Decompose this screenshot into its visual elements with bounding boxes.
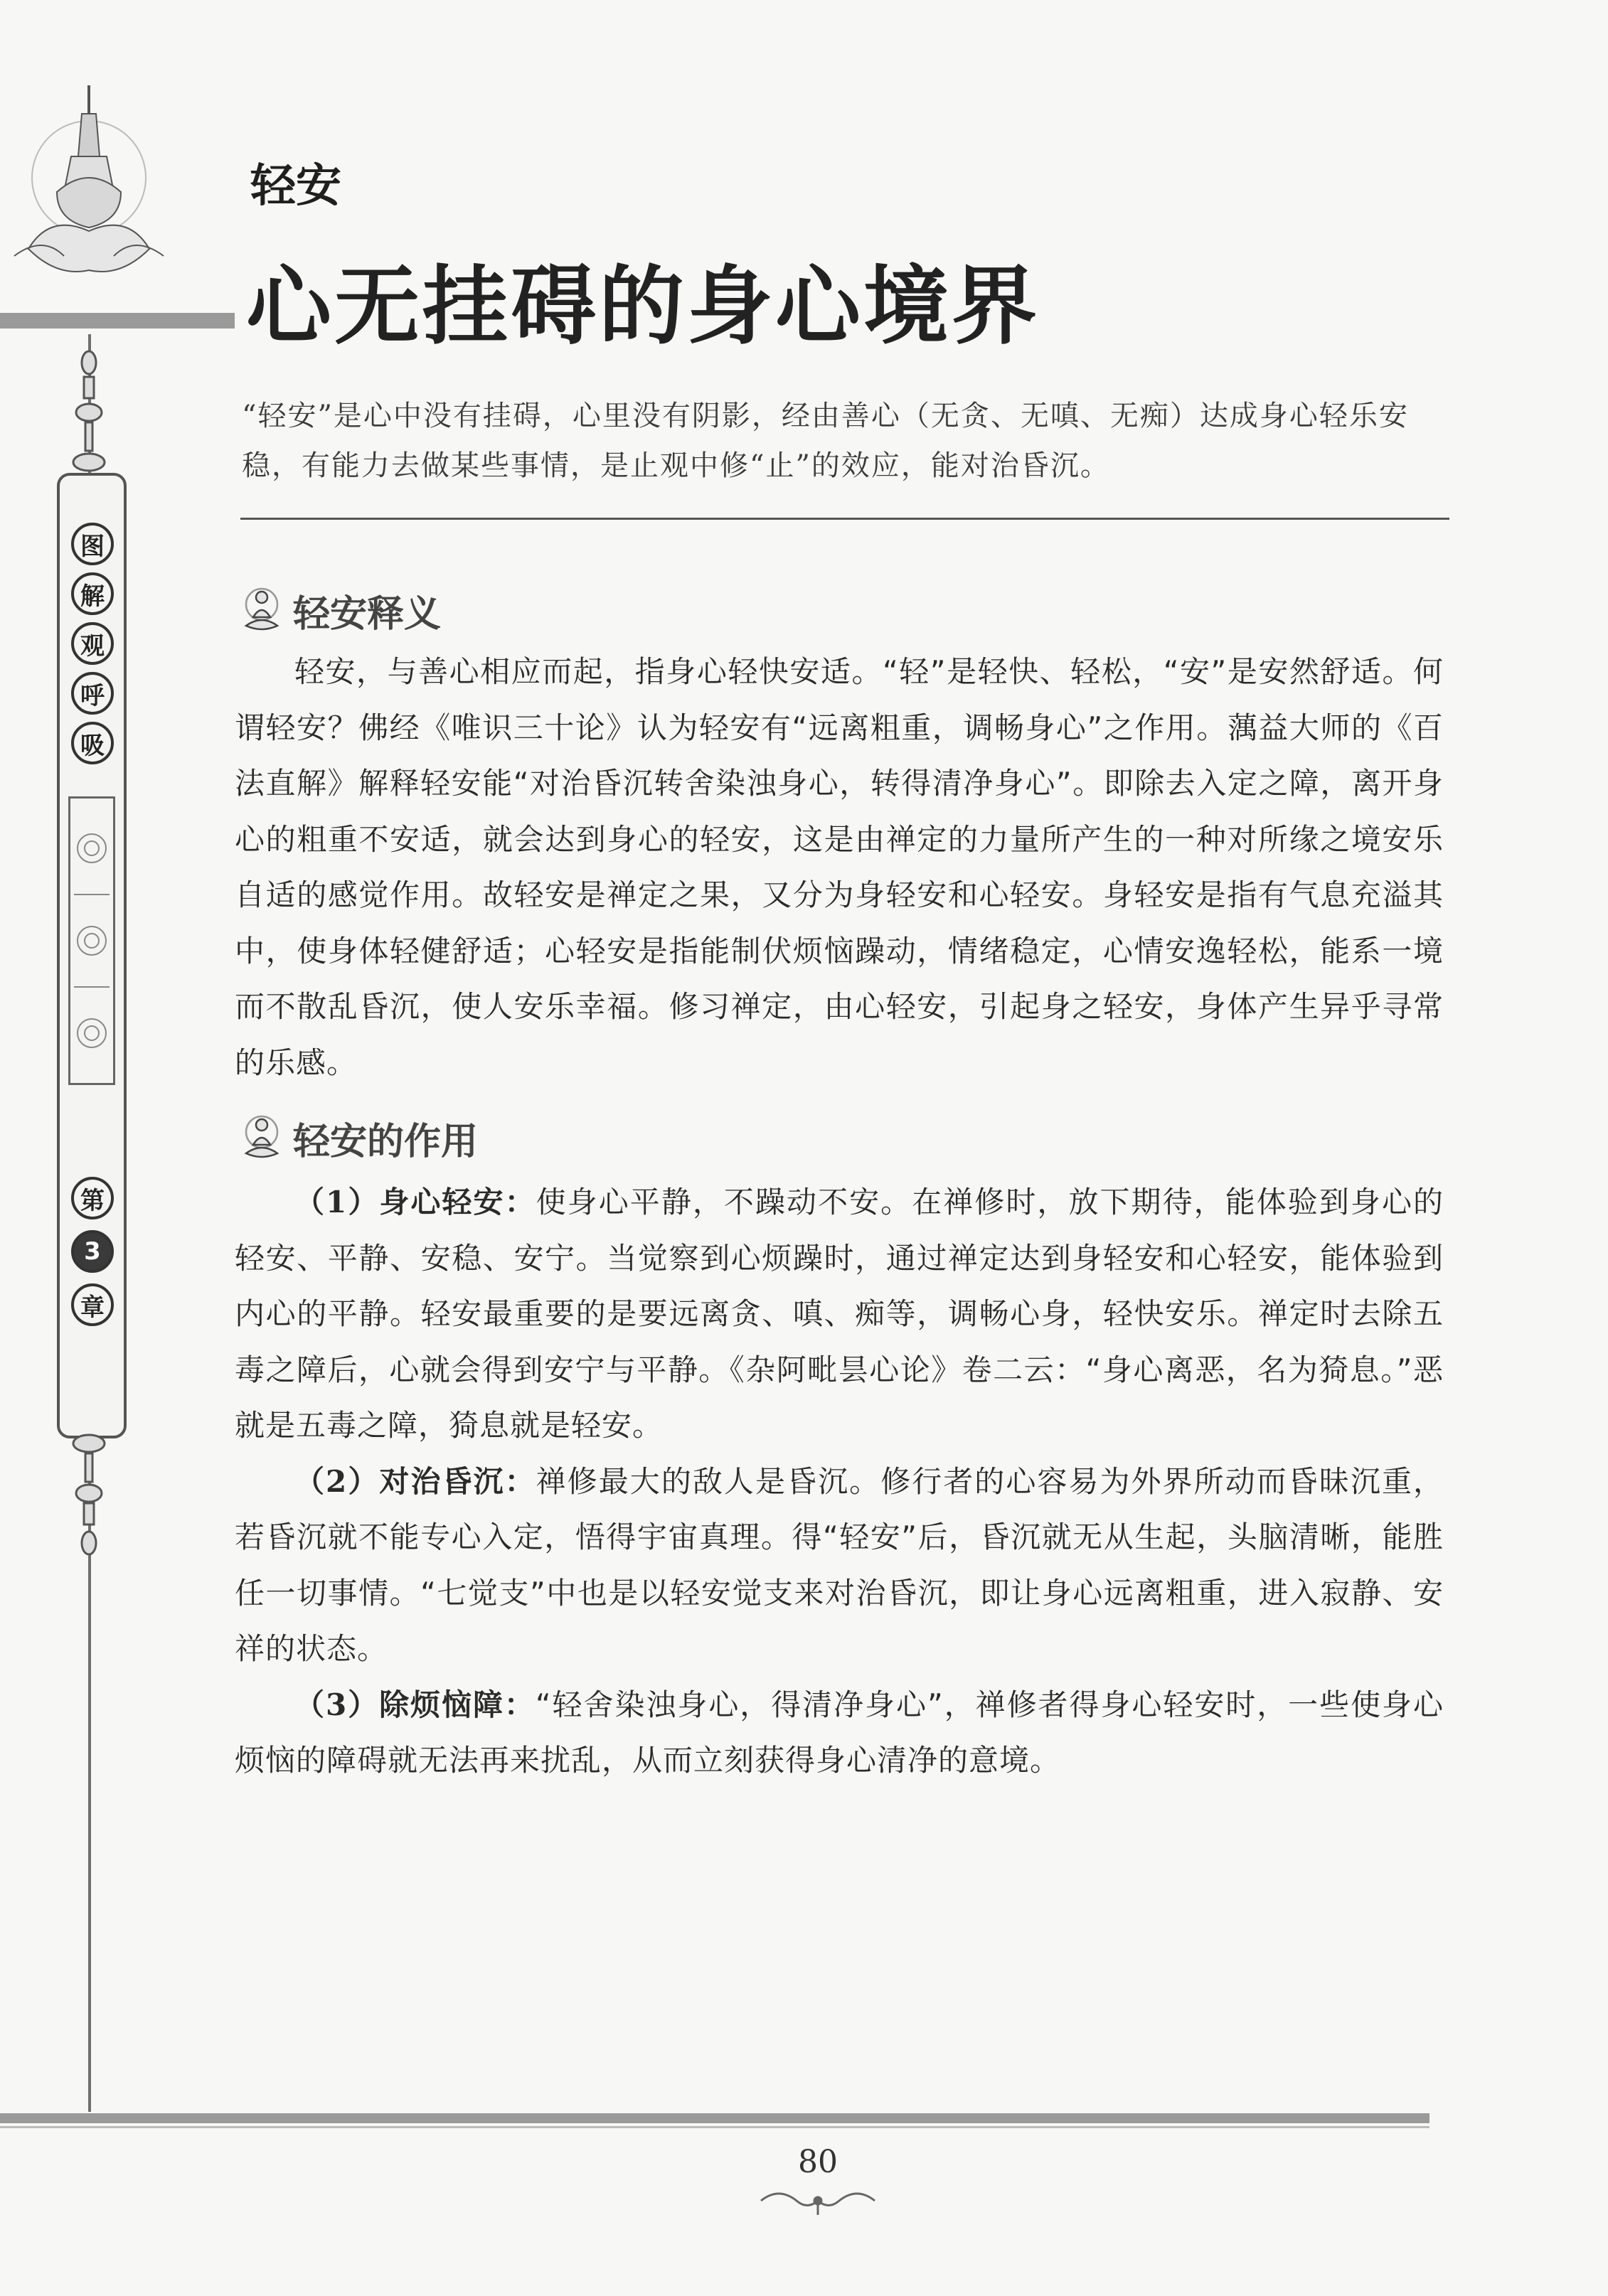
tab-char-5: 吸 <box>71 722 114 764</box>
meditating-buddha-icon <box>240 583 283 637</box>
scroll-top-ornament <box>71 348 107 476</box>
bottom-rule-thin <box>0 2126 1429 2128</box>
intro-text: “轻安”是心中没有挂碍，心里没有阴影，经由善心（无贪、无嗔、无痴）达成身心轻乐安稳，有能力去做某些事情，是止观中修“止”的效应，能对治昏沉。 <box>242 400 1409 482</box>
item-lead: （1）身心轻安： <box>294 1185 536 1219</box>
item-lead: （3）除烦恼障： <box>294 1687 536 1722</box>
scroll-pattern-panel <box>68 796 115 1085</box>
section-heading-definition <box>240 582 441 639</box>
section-heading-effects <box>240 1109 478 1166</box>
list-item <box>235 1175 1444 1454</box>
page-number-ornament <box>747 2183 889 2218</box>
intro-divider <box>240 518 1449 520</box>
section-title: 轻安释义 <box>293 592 442 636</box>
chapter-label-first: 第 <box>71 1177 114 1219</box>
list-item <box>235 1677 1444 1789</box>
paragraph: 轻安，与善心相应而起，指身心轻快安适。“轻”是轻快、轻松，“安”是安然舒适。何谓轻安？佛经《唯识三十论》认为轻安有“远离粗重，调畅身心”之作用。蕅益大师的《百法直解》解释轻安能“对治昏沉转舍染浊身心，转得清净身心”。即除去入定之障，离开身心的粗重不安适，就会达到身心的轻安，这是由禅定的力量所产生的一种对所缘之境安乐自适的感觉作用。故轻安是禅定之果，又分为身轻安和心轻安。身轻安是指有气息充溢其中，使身体轻健舒适；心轻安是指能制伏烦恼躁动，情绪稳定，心情安逸轻松，能系一境而不散乱昏沉，使人安乐幸福。修习禅定，由心轻安，引起身之轻安，身体产生异乎寻常的乐感。 <box>235 654 1444 1080</box>
tab-char-3: 观 <box>71 622 114 665</box>
chapter-label-last: 章 <box>71 1283 114 1326</box>
list-item <box>235 1454 1444 1677</box>
item-lead: （2）对治昏沉： <box>294 1463 536 1499</box>
page-subtitle: 轻安 <box>250 160 341 213</box>
stupa-lotus-emblem <box>7 71 171 299</box>
section-body-definition <box>235 644 1444 1091</box>
tab-char-2: 解 <box>71 572 114 615</box>
top-rule <box>0 313 235 329</box>
section-title: 轻安的作用 <box>293 1119 479 1163</box>
bottom-rule <box>0 2113 1429 2123</box>
tab-char-1: 图 <box>71 523 114 565</box>
meditating-buddha-icon <box>240 1111 283 1165</box>
chapter-number: 3 <box>71 1230 114 1273</box>
page-title: 心无挂碍的身心境界 <box>246 256 1040 356</box>
section-body-effects <box>235 1175 1444 1789</box>
scroll-bottom-ornament <box>71 1429 107 1557</box>
page-number: 80 <box>798 2144 838 2180</box>
tab-char-4: 呼 <box>71 672 114 715</box>
item-text: “轻舍染浊身心，得清净身心”，禅修者得身心轻安时，一些使身心烦恼的障碍就无法再来扰乱，从而立刻获得身心清净的意境。 <box>235 1687 1444 1778</box>
item-text: 使身心平静，不躁动不安。在禅修时，放下期待，能体验到身心的轻安、平静、安稳、安宁。当觉察到心烦躁时，通过禅定达到身轻安和心轻安，能体验到内心的平静。轻安最重要的是要远离贪、嗔、痴等，调畅心身，轻快安乐。禅定时去除五毒之障后，心就会得到安宁与平静。《杂阿毗昙心论》卷二云：“身心离恶，名为猗息。”恶就是五毒之障，猗息就是轻安。 <box>235 1185 1444 1443</box>
item-text: 禅修最大的敌人是昏沉。修行者的心容易为外界所动而昏昧沉重，若昏沉就不能专心入定，悟得宇宙真理。得“轻安”后，昏沉就无从生起，头脑清晰，能胜任一切事情。“七觉支”中也是以轻安觉支来对治昏沉，即让身心远离粗重，进入寂静、安祥的状态。 <box>235 1463 1444 1666</box>
